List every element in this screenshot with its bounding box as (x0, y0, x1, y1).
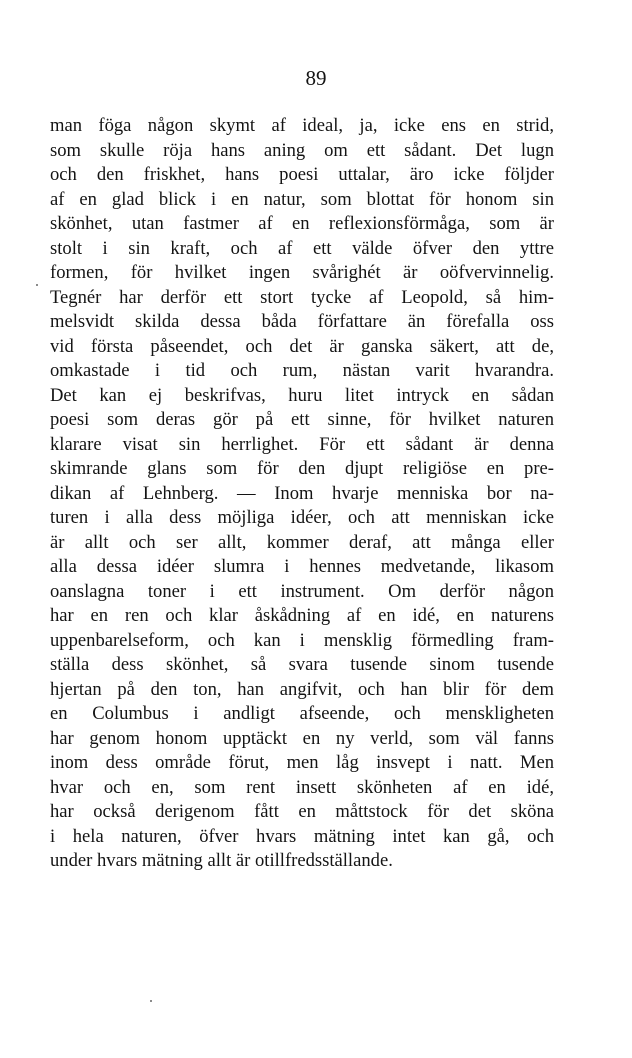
text-line: poesi som deras gör på ett sinne, för hvilket naturen (50, 409, 554, 430)
text-line: skönhet, utan fastmer af en reflexionsförmåga, som är (50, 213, 554, 234)
page-number: 89 (305, 66, 327, 90)
text-line: skimrande glans som för den djupt religiöse en pre- (50, 458, 554, 479)
text-line-last: under hvars mätning allt är otillfredsställande. (50, 850, 393, 871)
paper-speck (150, 1000, 152, 1002)
text-line: en Columbus i andligt afseende, och menskligheten (50, 703, 554, 724)
text-line: dikan af Lehnberg. — Inom hvarje menniska bor na- (50, 482, 554, 504)
text-line: i hela naturen, öfver hvars mätning intet kan gå, och (50, 825, 554, 847)
text-line: och den friskhet, hans poesi uttalar, äro icke följder (50, 164, 554, 185)
text-line: har genom honom upptäckt en ny verld, som väl fanns (50, 727, 554, 749)
text-line: oanslagna toner i ett instrument. Om derför någon (50, 580, 554, 602)
body-text (50, 114, 554, 874)
text-line: turen i alla dess möjliga idéer, och att menniskan icke (50, 507, 554, 528)
text-line: Tegnér har derför ett stort tycke af Leopold, så him- (50, 286, 554, 308)
text-line: melsvidt skilda dessa båda författare än förefalla oss (50, 311, 554, 332)
text-line: som skulle röja hans aning om ett sådant. Det lugn (50, 139, 554, 161)
text-line: omkastade i tid och rum, nästan varit hvarandra. (50, 360, 554, 381)
text-line: af en glad blick i en natur, som blottat för honom sin (50, 188, 554, 210)
text-line: man föga någon skymt af ideal, ja, icke ens en strid, (50, 115, 554, 136)
text-line: formen, för hvilket ingen svårighét är oöfvervinnelig. (50, 262, 554, 283)
text-line: alla dessa idéer slumra i hennes medvetande, likasom (50, 556, 554, 577)
text-line: klarare visat sin herrlighet. För ett sådant är denna (50, 433, 554, 455)
text-line: har en ren och klar åskådning af en idé, en naturens (50, 605, 554, 626)
text-line: uppenbarelseform, och kan i mensklig förmedling fram- (50, 629, 554, 651)
text-line: har också derigenom fått en måttstock för det sköna (50, 801, 554, 822)
text-line: hvar och en, som rent insett skönheten af en idé, (50, 776, 554, 798)
paper-speck (36, 284, 38, 286)
text-line: hjertan på den ton, han angifvit, och han blir för dem (50, 678, 554, 700)
text-line: är allt och ser allt, kommer deraf, att många eller (50, 531, 554, 553)
text-line: inom dess område förut, men låg insvept i natt. Men (50, 752, 554, 773)
text-line: stolt i sin kraft, och af ett välde öfver den yttre (50, 237, 554, 259)
text-line: ställa dess skönhet, så svara tusende sinom tusende (50, 654, 554, 675)
text-line: Det kan ej beskrifvas, huru litet intryck en sådan (50, 384, 554, 406)
text-line: vid första påseendet, och det är ganska säkert, att de, (50, 335, 554, 357)
